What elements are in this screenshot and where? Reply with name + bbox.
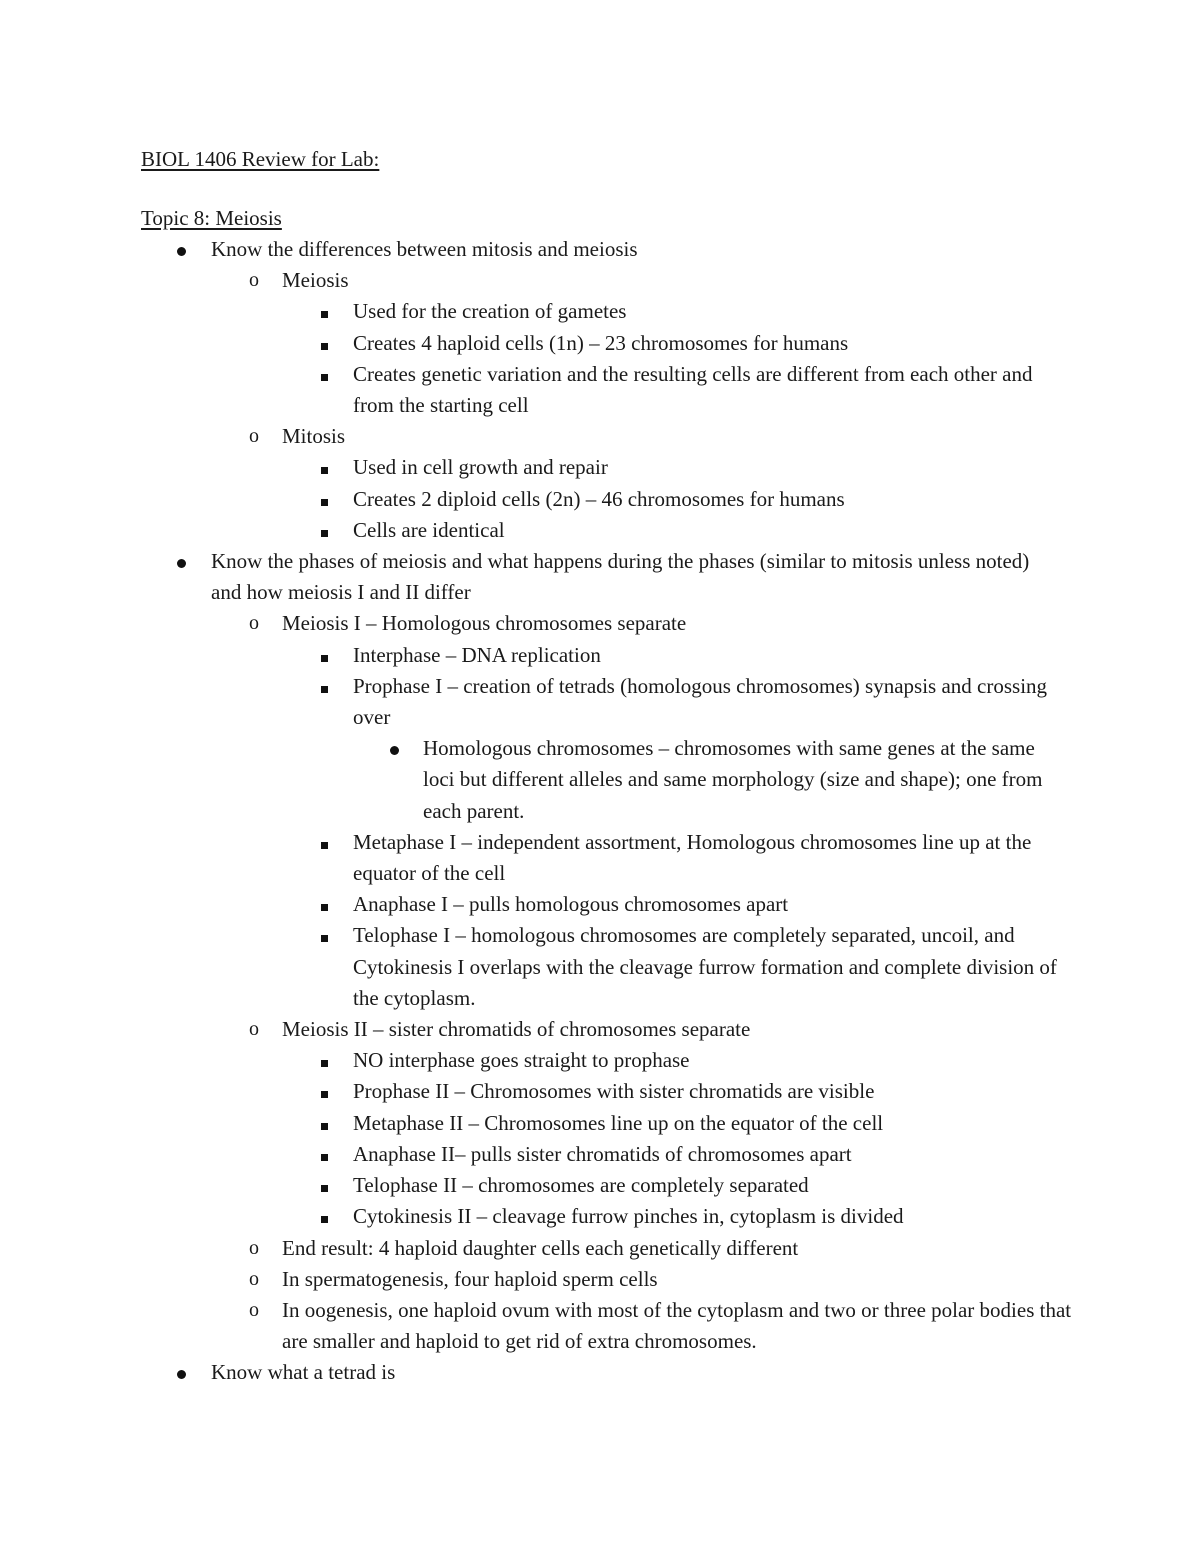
list-item [0, 1295, 1072, 1357]
list-item [0, 1201, 1072, 1232]
list-item-text: Telophase II – chromosomes are completely separated [353, 1173, 809, 1198]
list-item [0, 1014, 1072, 1232]
bullet-circle-icon: o [249, 1267, 259, 1290]
list-item [0, 1264, 1072, 1295]
list-item-text: Meiosis II – sister chromatids of chromosomes separate [282, 1017, 751, 1042]
list-item [0, 1045, 1072, 1076]
list-item-text: Anaphase I – pulls homologous chromosomes apart [353, 892, 789, 917]
list-item-text: Creates 4 haploid cells (1n) – 23 chromosomes for humans [353, 330, 849, 355]
bullet-square-icon [314, 296, 334, 327]
list-item-text: Telophase I – homologous chromosomes are completely separated, uncoil, and Cytokinesis I overlaps with the cleavage furrow formation and complete division of the cytoplasm. [353, 923, 1057, 1010]
bullet-square-icon [314, 1139, 334, 1170]
list-item-text: Creates 2 diploid cells (2n) – 46 chromosomes for humans [353, 486, 845, 511]
bullet-square-icon [314, 328, 334, 359]
bullet-square-icon [314, 1045, 334, 1076]
list-item-text: In oogenesis, one haploid ovum with most of the cytoplasm and two or three polar bodies that are smaller and haploid to get rid of extra chromosomes. [282, 1297, 1072, 1354]
bullet-circle-icon: o [249, 269, 259, 292]
bullet-circle-icon: o [249, 612, 259, 635]
list-item [0, 671, 1072, 827]
list-item-text: Anaphase II– pulls sister chromatids of chromosomes apart [353, 1141, 852, 1166]
list-item-text: Mitosis [282, 424, 346, 449]
list-item-text: Prophase I – creation of tetrads (homologous chromosomes) synapsis and crossing over [353, 673, 1048, 730]
list-item [0, 234, 1072, 546]
list-item [0, 484, 1072, 515]
bullet-square-icon [314, 359, 334, 390]
list-item [0, 1357, 1072, 1388]
list-item [0, 608, 1072, 1014]
list-item-text: Interphase – DNA replication [353, 642, 601, 667]
list-item [0, 640, 1072, 671]
list-item-text: Homologous chromosomes – chromosomes with same genes at the same loci but different alleles and same morphology (size and shape); one from each parent. [423, 736, 1043, 823]
list-item-text: In spermatogenesis, four haploid sperm cells [282, 1266, 658, 1291]
list-item-text: Creates genetic variation and the resulting cells are different from each other and from the starting cell [353, 361, 1033, 418]
list-item [0, 1170, 1072, 1201]
list-item-text: Cytokinesis II – cleavage furrow pinches in, cytoplasm is divided [353, 1204, 904, 1229]
list-item-text: Know what a tetrad is [211, 1360, 396, 1385]
list-item-text: NO interphase goes straight to prophase [353, 1048, 690, 1073]
list-item [0, 1076, 1072, 1107]
list-item [0, 296, 1072, 327]
bullet-square-icon [314, 1108, 334, 1139]
list-item [0, 1108, 1072, 1139]
document-title: BIOL 1406 Review for Lab: [141, 147, 380, 171]
bullet-square-icon [314, 452, 334, 483]
list-item [0, 1233, 1072, 1264]
list-item-text: Metaphase I – independent assortment, Homologous chromosomes line up at the equator of the cell [353, 829, 1032, 886]
bullet-dot-icon [171, 234, 191, 265]
bullet-dot-icon [171, 1357, 191, 1388]
list-item [0, 328, 1072, 359]
list-item [0, 920, 1072, 1014]
bullet-square-icon [314, 920, 334, 951]
topic-heading: Topic 8: Meiosis [141, 206, 282, 230]
bullet-square-icon [314, 671, 334, 702]
list-item-text: Metaphase II – Chromosomes line up on the equator of the cell [353, 1110, 884, 1135]
list-item-text: Know the differences between mitosis and meiosis [211, 237, 638, 261]
list-item-text: Cells are identical [353, 517, 505, 542]
list-item-text: Meiosis I – Homologous chromosomes separate [282, 611, 687, 636]
bullet-dot-icon [384, 733, 404, 764]
bullet-dot-icon [171, 546, 191, 577]
bullet-square-icon [314, 827, 334, 858]
list-item [0, 827, 1072, 889]
bullet-square-icon [314, 640, 334, 671]
bullet-square-icon [314, 1076, 334, 1107]
list-item [0, 889, 1072, 920]
list-item [0, 359, 1072, 421]
list-item-text: Know the phases of meiosis and what happens during the phases (similar to mitosis unless noted) and how meiosis I and II differ [211, 549, 1030, 605]
bullet-square-icon [314, 889, 334, 920]
list-item-text: Prophase II – Chromosomes with sister chromatids are visible [353, 1079, 875, 1104]
bullet-circle-icon: o [249, 1018, 259, 1041]
list-item-text: Meiosis [282, 268, 349, 293]
list-item [0, 546, 1072, 1357]
bullet-circle-icon: o [249, 1236, 259, 1259]
list-item-text: Used in cell growth and repair [353, 455, 608, 480]
list-item-text: End result: 4 haploid daughter cells each genetically different [282, 1235, 799, 1260]
list-item [0, 515, 1072, 546]
list-item-text: Used for the creation of gametes [353, 299, 627, 324]
list-item [0, 1139, 1072, 1170]
list-item [0, 265, 1072, 421]
list-item [0, 733, 1072, 827]
bullet-square-icon [314, 484, 334, 515]
list-item [0, 452, 1072, 483]
bullet-square-icon [314, 1170, 334, 1201]
bullet-square-icon [314, 515, 334, 546]
outline-list [0, 234, 1072, 1389]
list-item [0, 421, 1072, 546]
bullet-square-icon [314, 1201, 334, 1232]
bullet-circle-icon: o [249, 1298, 259, 1321]
bullet-circle-icon: o [249, 425, 259, 448]
